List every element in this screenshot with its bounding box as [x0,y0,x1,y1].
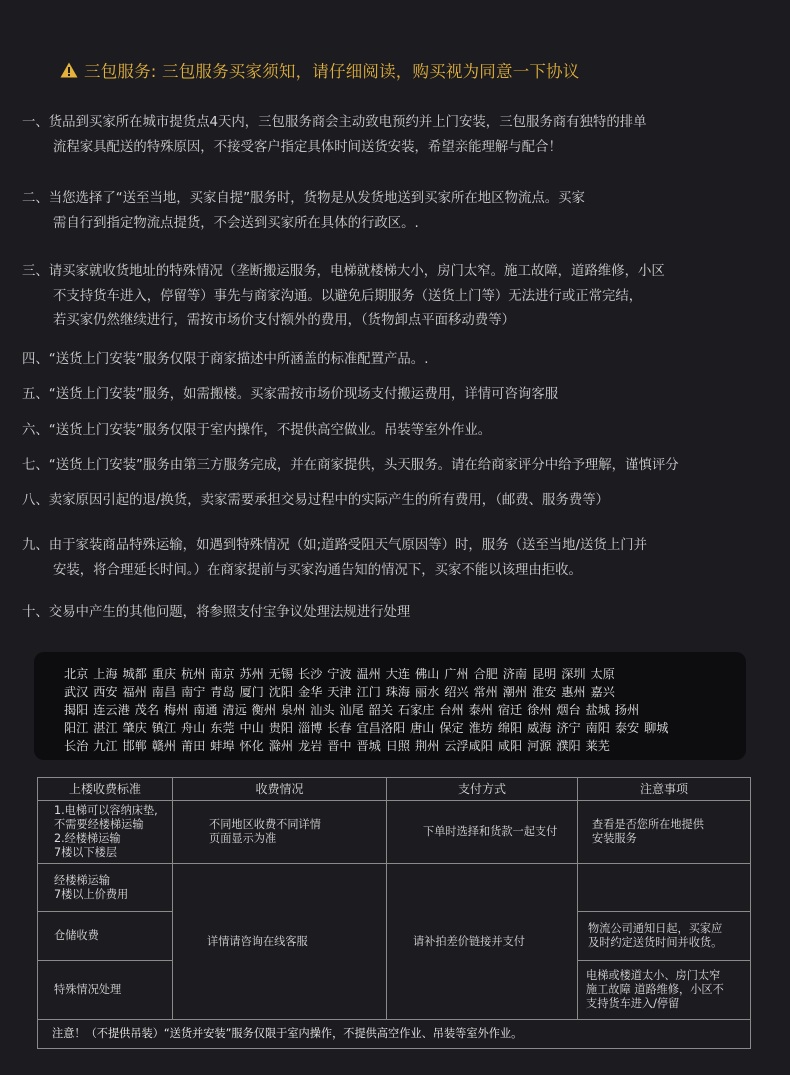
note-cell: 查看是否您所在地提供 安装服务 [578,801,751,864]
standard-cell: 经楼梯运输 7楼以上价费用 [38,864,173,912]
city-line-1: 北京 上海 城都 重庆 杭州 南京 苏州 无锡 长沙 宁波 温州 大连 佛山 广州 合肥 济南 昆明 深圳 太原 [64,667,615,681]
rule-4: 四、“送货上门安装”服务仅限于商家描述中所涵盖的标准配置产品。. [22,352,429,367]
rule-7: 七、“送货上门安装”服务由第三方服务完成，并在商家提供，头天服务。请在给商家评分中给予理解，谨慎评分 [22,458,679,473]
header-standard: 上楼收费标准 [38,778,173,801]
standard-cell: 特殊情况处理 [38,960,173,1019]
table-row [38,864,751,912]
payment-cell: 请补拍差价链接并支付 [387,864,578,1020]
warning-icon [60,62,78,78]
table-row [38,801,751,864]
city-line-2: 武汉 西安 福州 南昌 南宁 青岛 厦门 沈阳 金华 天津 江门 珠海 丽水 绍兴 常州 潮州 淮安 惠州 嘉兴 [64,685,615,699]
table-header-row [38,778,751,801]
rule-2: 二、当您选择了“送至当地，买家自提”服务时，货物是从发货地送到买家所在地区物流点。买家 需自行到指定物流点提货，不会送到买家所在具体的行政区。. [22,191,585,231]
payment-cell: 下单时选择和货款一起支付 [387,801,578,864]
rule-10: 十、交易中产生的其他问题，将参照支付宝争议处理法规进行处理 [22,605,411,620]
rule-5: 五、“送货上门安装”服务，如需搬楼。买家需按市场价现场支付搬运费用，详情可咨询客服 [22,387,559,402]
rule-1: 一、货品到买家所在城市提货点4天内，三包服务商会主动致电预约并上门安装，三包服务商有独特的排单 流程家具配送的特殊原因，不接受客户指定具体时间送货安装，希望亲能理解与配合！ [22,115,647,155]
rule-3: 三、请买家就收货地址的特殊情况（垄断搬运服务，电梯就楼梯大小，房门太窄。施工故障，道路维修，小区 不支持货车进入，停留等）事先与商家沟通。以避免后期服务（送货上门等）无法进行或正常完结， 若买家仍然继续进行，需按市场价支付额外的费用，（货物卸点平面移动费等） [22,264,665,328]
fee-table [37,777,751,1049]
fee-cell: 详情请咨询在线客服 [173,864,387,1020]
fee-cell: 不同地区收费不同详情 页面显示为准 [173,801,387,864]
table-notice-row [38,1019,751,1048]
title-text: 三包服务: 三包服务买家须知，请仔细阅读，购买视为同意一下协议 [84,62,580,81]
service-cities-panel [34,652,746,760]
note-cell: 物流公司通知日起，买家应 及时约定送货时间并收货。 [578,912,751,960]
standard-cell: 1.电梯可以容纳床垫, 不需要经楼梯运输 2.经楼梯运输 7楼以下楼层 [38,801,173,864]
standard-cell: 仓储收费 [38,912,173,960]
rule-9: 九、由于家装商品特殊运输，如遇到特殊情况（如;道路受阻天气原因等）时，服务（送至当地/送货上门并 安装，将合理延长时间。）在商家提前与买家沟通告知的情况下，买家不能以该理由拒收。 [22,538,647,578]
note-cell: 电梯或楼道太小、房门太窄 施工故障 道路维修，小区不 支持货车进入/停留 [578,960,751,1019]
notice-text: 注意！（不提供吊装）“送货并安装”服务仅限于室内操作，不提供高空作业、吊装等室外作业。 [38,1019,751,1048]
city-line-4: 阳江 湛江 肇庆 镇江 舟山 东莞 中山 贵阳 淄博 长春 宜昌洛阳 唐山 保定 淮坊 绵阳 威海 济宁 南阳 泰安 聊城 [64,721,669,735]
page-title [60,58,580,82]
city-line-3: 揭阳 连云港 茂名 梅州 南通 清远 衡州 泉州 汕头 汕尾 韶关 石家庄 台州 泰州 宿迁 徐州 烟台 盐城 扬州 [64,703,640,717]
header-payment: 支付方式 [387,778,578,801]
rule-6: 六、“送货上门安装”服务仅限于室内操作，不提供高空做业。吊装等室外作业。 [22,423,492,438]
city-line-5: 长治 九江 邯郸 赣州 莆田 蚌埠 怀化 滁州 龙岩 晋中 晋城 日照 荆州 云浮咸阳 咸阳 河源 濮阳 莱芜 [64,739,610,753]
note-cell [578,864,751,912]
header-note: 注意事项 [578,778,751,801]
header-fee: 收费情况 [173,778,387,801]
rule-8: 八、卖家原因引起的退/换货，卖家需要承担交易过程中的实际产生的所有费用，（邮费、服务费等） [22,493,609,508]
